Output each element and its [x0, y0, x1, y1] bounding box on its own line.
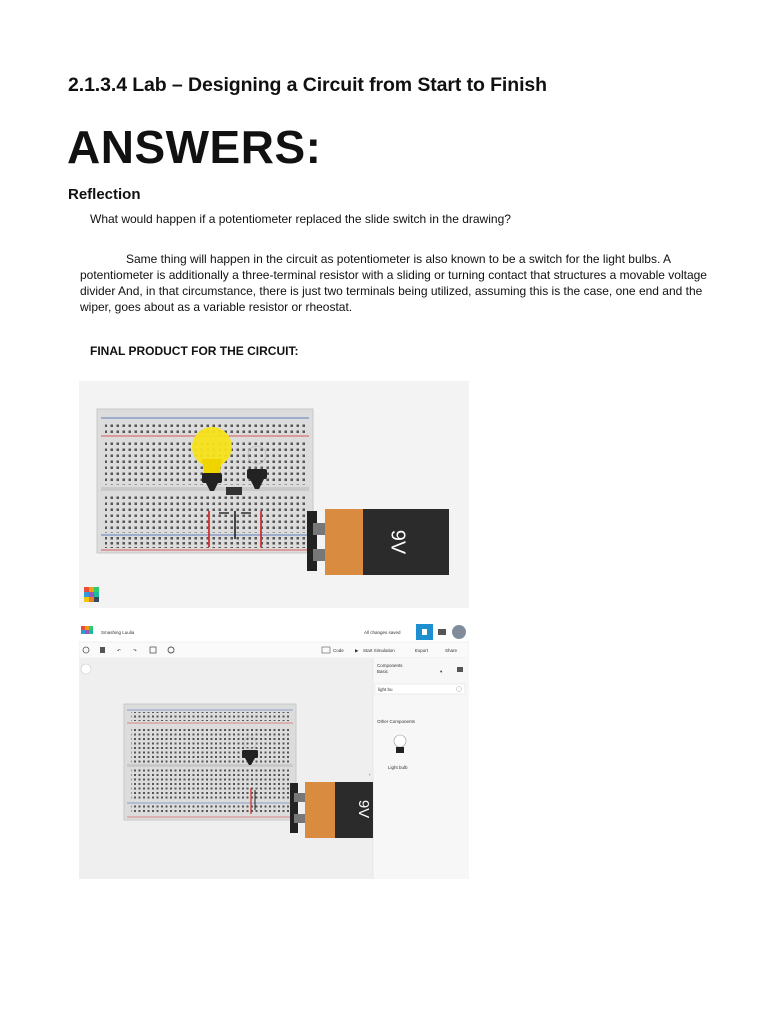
- undo-icon[interactable]: ↶: [117, 648, 121, 653]
- reflection-heading: Reflection: [68, 186, 141, 203]
- tinkercad-editor: [79, 620, 469, 879]
- components-caption: Components: [377, 663, 403, 668]
- battery-9v: [307, 509, 449, 575]
- breadboard-diagram: [79, 381, 469, 608]
- battery-label: 9V: [386, 529, 409, 555]
- schematic-view-icon[interactable]: [438, 629, 446, 635]
- chevron-down-icon[interactable]: ▾: [440, 669, 443, 674]
- toolbar: [79, 642, 469, 658]
- tinkercad-logo-icon: [84, 587, 99, 602]
- document-title: 2.1.3.4 Lab – Designing a Circuit from Start to Finish: [68, 74, 547, 96]
- search-value: light bu: [378, 687, 393, 692]
- save-status: All changes saved: [364, 630, 401, 635]
- battery-label: 9V: [355, 799, 373, 819]
- zoom-fit-icon[interactable]: [81, 664, 91, 674]
- final-product-label: FINAL PRODUCT FOR THE CIRCUIT:: [90, 344, 299, 358]
- reflection-question: What would happen if a potentiometer replaced the slide switch in the drawing?: [90, 212, 511, 226]
- list-view-icon[interactable]: [457, 667, 463, 672]
- redo-icon[interactable]: ↷: [133, 648, 137, 653]
- project-name[interactable]: Smashing Luulia: [101, 630, 135, 635]
- collapse-panel-icon[interactable]: ›: [369, 772, 371, 777]
- reflection-answer: Same thing will happen in the circuit as potentiometer is also known to be a switch for the light bulbs. A potentiometer is additionally a three-terminal resistor with a sliding or turning contact that structures a movable voltage divider And, in that circumstance, there is just two terminals being utilized, assuming this is the case, one end and the wiper, goes about as a variable resistor or rheostat.: [80, 252, 707, 314]
- delete-icon[interactable]: [100, 647, 105, 653]
- share-button[interactable]: Share: [445, 648, 458, 653]
- other-components-label[interactable]: Other Components: [377, 719, 416, 724]
- export-button[interactable]: Export: [415, 648, 429, 653]
- slide-switch: [226, 487, 242, 495]
- light-bulb-icon[interactable]: [394, 735, 406, 747]
- editor-header: [79, 620, 469, 642]
- code-button[interactable]: Code: [333, 648, 344, 653]
- start-simulation-button[interactable]: Start Simulation: [363, 648, 395, 653]
- components-select[interactable]: Basic: [377, 669, 389, 674]
- tinkercad-logo-icon: [81, 626, 93, 634]
- circuit-figure-2: [79, 620, 469, 879]
- avatar[interactable]: [452, 625, 466, 639]
- circuit-figure-1: [79, 381, 469, 608]
- answers-heading: ANSWERS:: [67, 121, 322, 173]
- play-icon[interactable]: ▶: [355, 648, 359, 653]
- light-bulb-item-label[interactable]: Light bulb: [388, 765, 408, 770]
